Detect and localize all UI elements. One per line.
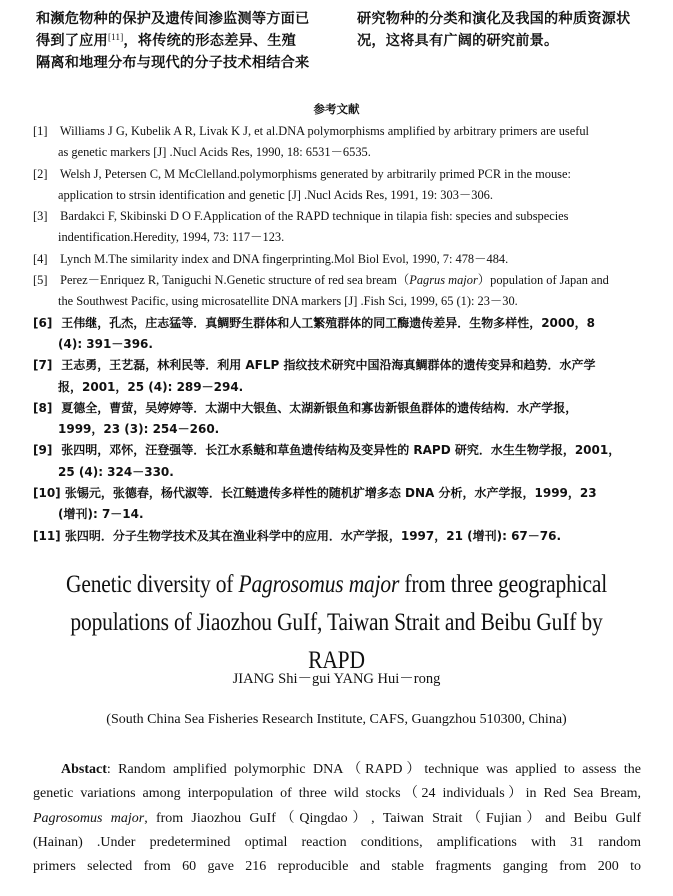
reference-item: [2] Welsh J, Petersen C, M McClelland.polymorphisms generated by arbitrarily primed PCR in the mouse: application to strsin identification and genetic [J] .Nucl Acids Res, 1991, 19: 303－306. (33, 164, 645, 207)
reference-item: [9] 张四明，邓怀，汪登强等．长江水系鲢和草鱼遗传结构及变异性的 RAPD 研究．水生生物学报，2001， 25 (4): 324－330. (33, 440, 645, 483)
text-line: 得到了应用[11]，将传统的形态差异、生殖 (36, 32, 297, 49)
abstract-label: Abstact (61, 762, 107, 777)
text-line: 况，这将具有广阔的研究前景。 (357, 33, 559, 49)
english-title (47, 566, 626, 680)
references-list (33, 121, 645, 547)
affiliation: (South China Sea Fisheries Research Institute, CAFS, Guangzhou 510300, China) (106, 712, 567, 727)
reference-item: [6] 王伟继，孔杰，庄志猛等．真鲷野生群体和人工繁殖群体的同工酶遗传差异．生物多样性，2000，8 (4): 391－396. (33, 313, 645, 356)
reference-item: [5] Perez－Enriquez R, Taniguchi N.Genetic structure of red sea bream（Pagrus major）population of Japan and the Southwest Pacific, using microsatellite DNA markers [J] .Fish Sci, 1999, 65 (1): 23－30. (33, 270, 645, 313)
species-name: Pagrus major (409, 273, 478, 288)
title-line-1: Genetic diversity of Pagrosomus major from three geographical (65, 571, 608, 598)
abstract-line: Abstact: Random amplified polymorphic DNA（RAPD）technique was applied to assess the (61, 762, 641, 777)
reference-number: [9] (33, 443, 53, 458)
reference-item: [8] 夏德全，曹萤，吴婷婷等．太湖中大银鱼、太湖新银鱼和寡齿新银鱼群体的遗传结构．水产学报， 1999，23 (3): 254－260. (33, 398, 645, 441)
reference-number: [3] (33, 209, 48, 224)
abstract (33, 758, 641, 879)
species-name: Pagrosomus major (33, 810, 145, 826)
body-text-columns (36, 8, 648, 78)
abstract-line: primers selected from 60 gave 216 reproducible and stable fragments ganging from 200 to (33, 859, 641, 875)
reference-item: [1] Williams J G, Kubelik A R, Livak K J, et al.DNA polymorphisms amplified by arbitrary primers are useful as genetic markers [J] .Nucl Acids Res, 1990, 18: 6531－6535. (33, 121, 645, 164)
species-name: Pagrosomus major (238, 571, 400, 598)
references-heading: 参考文献 (313, 102, 360, 116)
abstract-line: (Hainan) .Under predetermined optimal reaction conditions, amplifications with 31 random (33, 834, 641, 850)
reference-number: [5] (33, 273, 48, 288)
reference-number: [11] (33, 528, 61, 543)
reference-item: [4] Lynch M.The similarity index and DNA fingerprinting.Mol Biol Evol, 1990, 7: 478－484. (33, 249, 645, 270)
abstract-line: Pagrosomus major, from Jiaozhou GuIf（Qingdao）, Taiwan Strait（Fujian）and Beibu Gulf (33, 810, 641, 826)
text-line: 研究物种的分类和演化及我国的种质资源状 (357, 11, 631, 27)
left-column-text (36, 8, 331, 74)
abstract-line: genetic variations among interpopulation of three wild stocks（24 individuals）in Red Sea Bream, (33, 786, 641, 802)
text-line: 隔离和地理分布与现代的分子技术相结合来 (36, 55, 310, 71)
reference-number: [2] (33, 166, 48, 181)
reference-item: [3] Bardakci F, Skibinski D O F.Application of the RAPD technique in tilapia fish: species and subspecies indentification.Heredity, 1994, 73: 117－123. (33, 206, 645, 249)
citation-ref[interactable]: [11] (107, 32, 124, 42)
reference-item: [10] 张锡元，张德春，杨代淑等．长江鲢遗传多样性的随机扩增多态 DNA 分析，水产学报，1999，23 (增刊): 7－14. (33, 483, 645, 526)
reference-number: [1] (33, 124, 48, 138)
text-line: 和濒危物种的保护及遗传间渗监测等方面已 (36, 11, 310, 27)
reference-number: [6] (33, 315, 53, 330)
reference-item: [11] 张四明．分子生物学技术及其在渔业科学中的应用．水产学报，1997，21 (增刊): 67－76. (33, 526, 645, 547)
reference-item: [7] 王志勇，王艺磊，林利民等．利用 AFLP 指纹技术研究中国沿海真鲷群体的遗传变异和趋势．水产学 报，2001，25 (4): 289－294. (33, 355, 645, 398)
reference-number: [8] (33, 400, 53, 415)
title-line-2: populations of Jiaozhou GuIf, Taiwan Strait and Beibu GuIf by RAPD (70, 609, 603, 674)
reference-number: [10] (33, 486, 61, 501)
reference-number: [4] (33, 251, 48, 266)
right-column-text (357, 8, 652, 52)
reference-number: [7] (33, 358, 53, 373)
authors: JIANG Shi－gui YANG Hui－rong (232, 671, 441, 687)
